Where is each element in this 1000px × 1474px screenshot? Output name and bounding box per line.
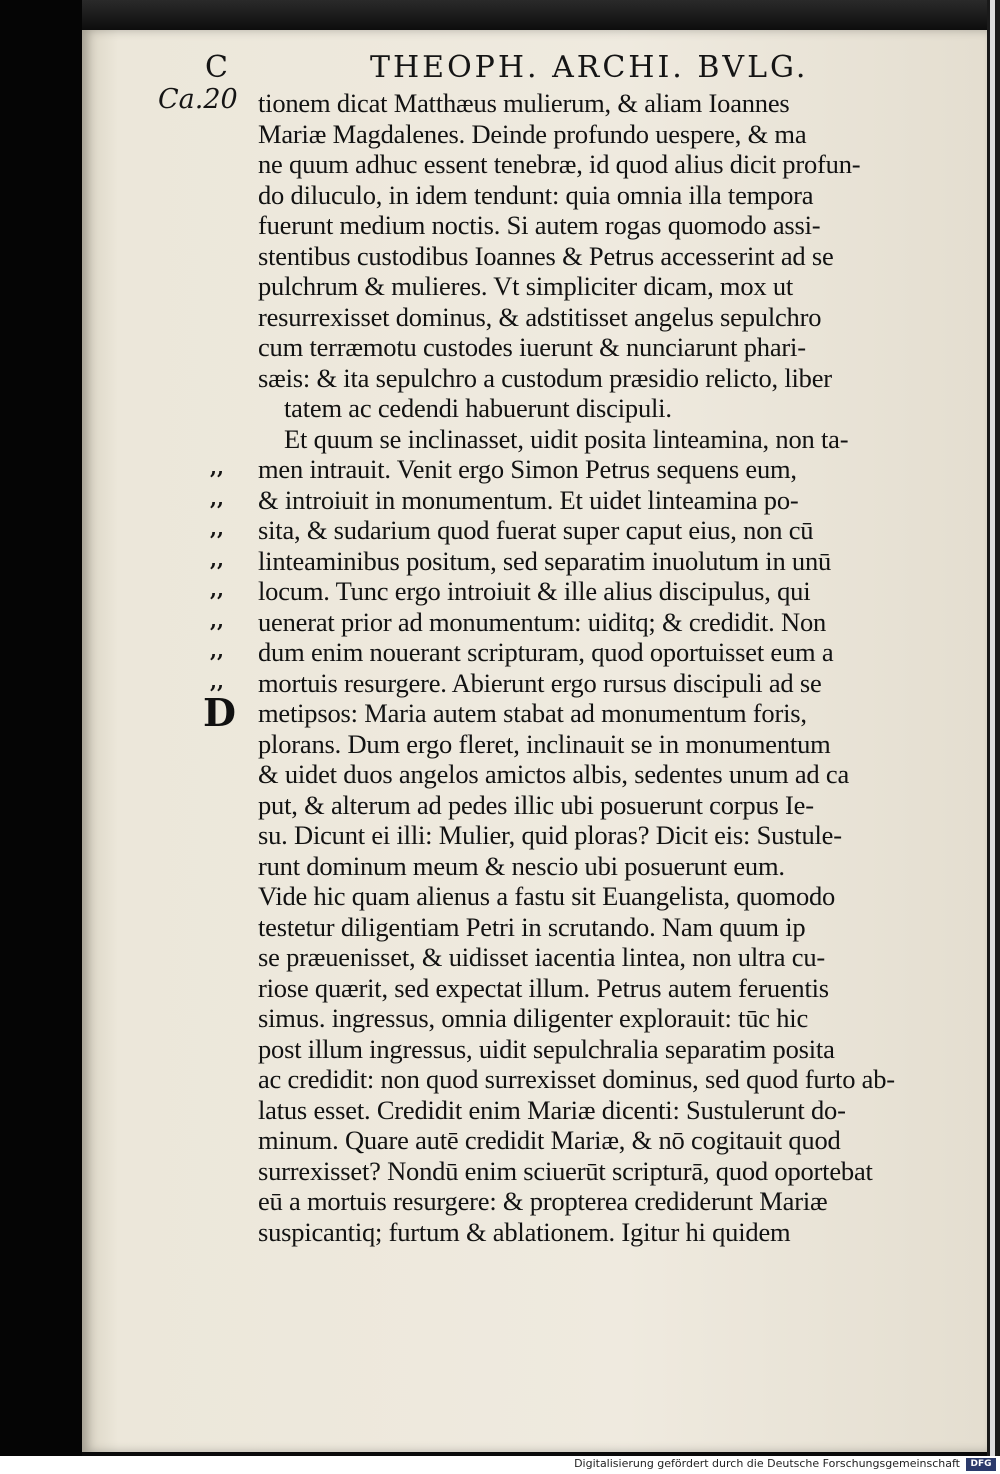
scripture-line: uenerat prior ad monumentum: uiditq; & credidit. Non bbox=[258, 606, 827, 637]
scripture-line: metipsos: Maria autem stabat ad monumentum foris, bbox=[258, 698, 807, 728]
commentary-line: eū a mortuis resurgere: & propterea crediderunt Mariæ bbox=[258, 1186, 828, 1216]
body-line: tatem ac cedendi habuerunt discipuli. bbox=[284, 393, 672, 423]
scripture-line: su. Dicunt ei illi: Mulier, quid ploras? Dicit eis: Sustule- bbox=[258, 820, 842, 850]
commentary-line: Vide hic quam alienus a fastu sit Euangelista, quomodo bbox=[258, 881, 836, 911]
commentary-line: testetur diligentiam Petri in scrutando. Nam quum ip bbox=[258, 911, 806, 942]
quote-mark: ,, bbox=[210, 638, 224, 662]
dfg-logo-icon: DFG bbox=[966, 1458, 996, 1471]
body-line: do diluculo, in idem tendunt: quia omnia illa tempora bbox=[258, 179, 814, 210]
body-line: fuerunt medium noctis. Si autem rogas quomodo assi- bbox=[258, 210, 821, 240]
body-line: stentibus custodibus Ioannes & Petrus accesserint ad se bbox=[258, 240, 834, 271]
scripture-line: sita, & sudarium quod fuerat super caput eius, non cū bbox=[258, 515, 814, 545]
page-text bbox=[258, 88, 958, 1247]
scripture-line: plorans. Dum ergo fleret, inclinauit se in monumentum bbox=[258, 728, 831, 759]
quote-mark: ,, bbox=[210, 607, 224, 632]
footer-credit: Digitalisierung gefördert durch die Deutsche Forschungsgemeinschaft bbox=[574, 1457, 960, 1470]
scripture-line: men intrauit. Venit ergo Simon Petrus sequens eum, bbox=[258, 454, 797, 484]
digitization-footer bbox=[0, 1456, 1000, 1474]
scripture-line: & uidet duos angelos amictos albis, sedentes unum ad ca bbox=[258, 759, 850, 789]
signature-mark: C bbox=[205, 50, 228, 85]
commentary-line: minum. Quare autē credidit Mariæ, & nō cogitauit quod bbox=[258, 1125, 841, 1155]
commentary-line: latus esset. Credidit enim Mariæ dicenti: Sustulerunt do- bbox=[258, 1094, 846, 1125]
commentary-line: surrexisset? Nondū enim sciuerūt scripturā, quod oportebat bbox=[258, 1155, 873, 1186]
running-title: THEOPH. ARCHI. BVLG. bbox=[370, 50, 809, 85]
body-line: cum terræmotu custodes iuerunt & nunciarunt phari- bbox=[258, 332, 806, 362]
quote-mark: ,, bbox=[210, 455, 224, 479]
scripture-line: & introiuit in monumentum. Et uidet linteamina po- bbox=[258, 484, 799, 515]
scripture-line: runt dominum meum & nescio ubi posuerunt eum. bbox=[258, 850, 785, 881]
commentary-line: simus. ingressus, omnia diligenter explorauit: tūc hic bbox=[258, 1003, 809, 1033]
scan-right-strip bbox=[987, 0, 1000, 1456]
commentary-line: ac credidit: non quod surrexisset dominus, sed quod furto ab- bbox=[258, 1064, 895, 1094]
scripture-line: Et quum se inclinasset, uidit posita linteamina, non ta- bbox=[284, 423, 849, 454]
commentary-line: suspicantiq; furtum & ablationem. Igitur hi quidem bbox=[258, 1216, 791, 1247]
body-line: Mariæ Magdalenes. Deinde profundo uespere, & ma bbox=[258, 118, 807, 149]
commentary-line: post illum ingressus, uidit sepulchralia separatim posita bbox=[258, 1033, 835, 1064]
scan-top-edge bbox=[0, 0, 1000, 30]
body-line: pulchrum & mulieres. Vt simpliciter dicam, mox ut bbox=[258, 271, 794, 301]
body-line: sæis: & ita sepulchro a custodum præsidio relicto, liber bbox=[258, 362, 832, 393]
quote-mark: ,, bbox=[210, 516, 224, 540]
scripture-line: linteaminibus positum, sed separatim inuolutum in unū bbox=[258, 545, 832, 576]
body-line: resurrexisset dominus, & adstitisset angelus sepulchro bbox=[258, 301, 822, 332]
quote-mark: ,, bbox=[210, 668, 224, 693]
margin-section-letter: D bbox=[203, 690, 236, 735]
scan-left-edge bbox=[0, 0, 82, 1456]
commentary-line: riose quærit, sed expectat illum. Petrus autem feruentis bbox=[258, 972, 829, 1003]
quote-mark: ,, bbox=[210, 546, 224, 571]
margin-quote-marks bbox=[210, 452, 250, 696]
commentary-line: se præuenisset, & uidisset iacentia lintea, non ultra cu- bbox=[258, 942, 826, 972]
body-line: ne quum adhuc essent tenebræ, id quod alius dicit profun- bbox=[258, 149, 861, 179]
body-line: tionem dicat Matthæus mulierum, & aliam Ioannes bbox=[258, 88, 790, 118]
quote-mark: ,, bbox=[210, 577, 224, 601]
scripture-line: locum. Tunc ergo introiuit & ille alius discipulus, qui bbox=[258, 576, 811, 606]
chapter-marker: Ca.20 bbox=[158, 84, 238, 115]
quote-mark: ,, bbox=[210, 485, 224, 510]
scripture-line: mortuis resurgere. Abierunt ergo rursus discipuli ad se bbox=[258, 667, 822, 698]
scripture-line: put, & alterum ad pedes illic ubi posuerunt corpus Ie- bbox=[258, 789, 814, 820]
scripture-line: dum enim nouerant scripturam, quod oportuisset eum a bbox=[258, 637, 834, 667]
